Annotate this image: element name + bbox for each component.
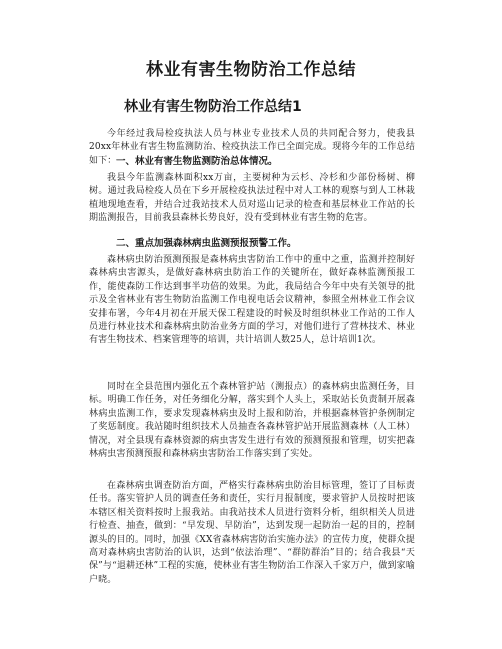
- heading-monitoring-overview: 一、林业有害生物监测防治总体情况。: [116, 156, 278, 167]
- heading-forecast-warning: 二、重点加强森林病虫监测预报预警工作。: [116, 238, 297, 249]
- paragraph-pest-control: 在森林病虫调查防治方面，严格实行森林病虫防治目标管理，签订了目标责任书。落实管护人员的调查任务和责任，实行月报制度，要求管护人员按时把该本辖区相关资料按时上报我站。由我站技术人员进行资料分析，组织相关人员进行检查、抽查，做到：“早发现、早防治”，达到发现一起防治一起的目的，控制源头的目的。同时，加强《XX省森林病害防治实施办法》的宣传力度，使群众提高对森林病虫害防治的认识，达到“依法治理”、“群防群治”目的；结合我县“天保”与“退耕还林”工程的实施，使林业有害生物防治工作深入千家万户，做到家喻户晓。: [89, 481, 415, 585]
- paragraph-monitoring-overview: 我县今年监测森林面积xx万亩，主要树种为云杉、冷杉和少部份杨树、柳树。通过我局检疫人员在下乡开展检疫执法过程中对人工林的观察与到人工林栽植地现地查看，并结合过我站技术人员对巡山记录的检查和基层林业工作站的长期监测报告，目前我县森林长势良好，没有受到林业有害生物的危害。: [89, 173, 415, 224]
- paragraph-management-stations: 同时在全县范围内强化五个森林管护站（测报点）的森林病虫监测任务，目标。明确工作任务，对任务细化分解，落实到个人头上，采取站长负责制开展森林病虫监测工作，要求发现森林病虫及时上报和防治，并根据森林管护条例制定了奖惩制度。我站随时组织技术人员抽查各森林管护站开展监测森林（人工林）情况，对全县现有森林资源的病虫害发生进行有效的预测预报和管理，切实把森林病虫害预测预报和森林病虫害防治工作落实到了实处。: [89, 382, 415, 460]
- section-title: 林业有害生物防治工作总结1: [124, 99, 302, 115]
- document-title: 林业有害生物防治工作总结: [146, 60, 356, 80]
- paragraph-forecast-warning: 森林病虫防治预测预报是森林病虫害防治工作中的重中之重，监测并控制好森林病虫害源头，是做好森林病虫防治工作的关键所在，做好森林监测预报工作，能使森防工作达到事半功倍的效果。为此，我局结合今年中央有关领导的批示及全省林业有害生物防治监测工作电视电话会议精神，参照全州林业工作会议安排布署，今年4月初在开展天保工程建设的时候及时组织林业工作站的工作人员进行林业技术和森林病虫防治业务方面的学习，对他们进行了营林技术、林业有害生物技术、档案管理等的培训，共计培训人数25人，总计培训1次。: [89, 255, 415, 346]
- intro-paragraph: 今年经过我局检疫执法人员与林业专业技术人员的共同配合努力，使我县20xx年林业有害生物监测防治、检疫执法工作已全面完成。现将今年的工作总结如下：: [89, 129, 415, 166]
